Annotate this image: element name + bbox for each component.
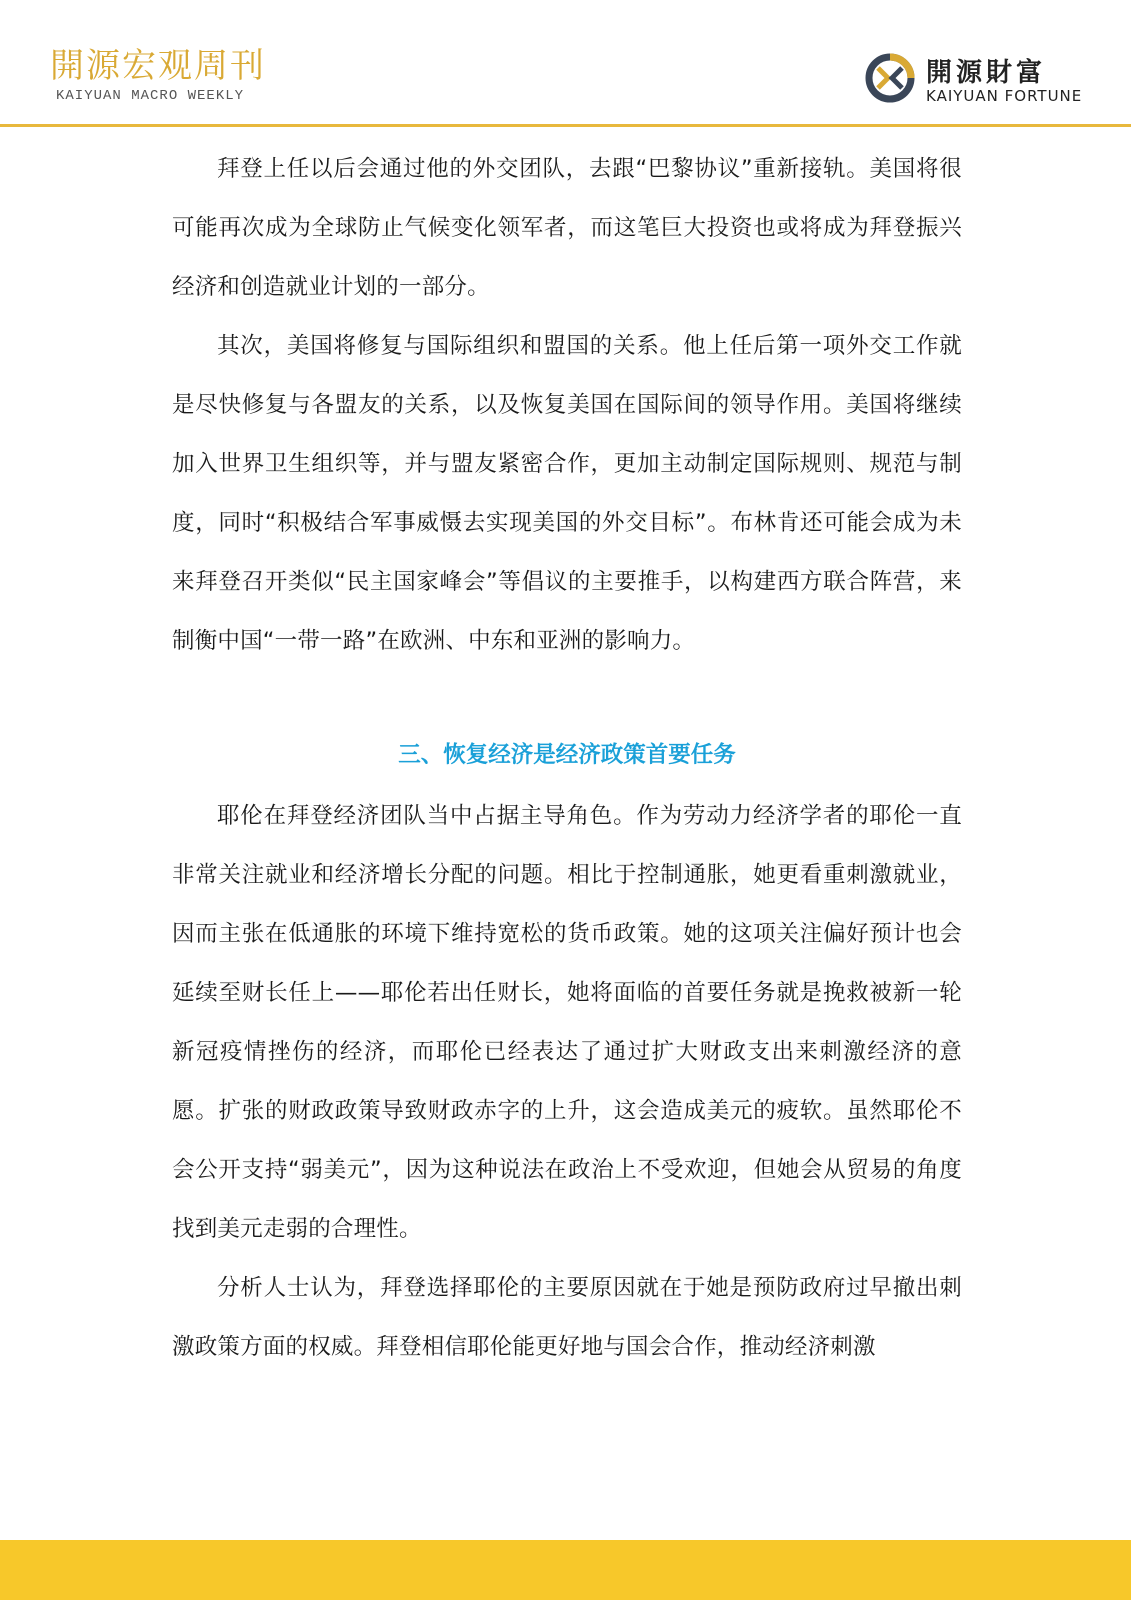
section-heading: 三、恢复经济是经济政策首要任务 bbox=[398, 742, 736, 768]
article-body bbox=[172, 140, 962, 1377]
logo-name-en: KAIYUAN FORTUNE bbox=[926, 87, 1083, 105]
paragraph-alliances: 其次，美国将修复与国际组织和盟国的关系。他上任后第一项外交工作就是尽快修复与各盟友的关系，以及恢复美国在国际间的领导作用。美国将继续加入世界卫生组织等，并与盟友紧密合作，更加主动制定国际规则、规范与制度，同时“积极结合军事威慑去实现美国的外交目标”。布林肯还可能会成为未来拜登召开类似“民主国家峰会”等倡议的主要推手，以构建西方联合阵营，来制衡中国“一带一路”在欧洲、中东和亚洲的影响力。 bbox=[172, 333, 962, 654]
header-divider bbox=[0, 124, 1131, 127]
publication-subtitle: KAIYUAN MACRO WEEKLY bbox=[56, 88, 245, 104]
paragraph-yellen-role: 耶伦在拜登经济团队当中占据主导角色。作为劳动力经济学者的耶伦一直非常关注就业和经济增长分配的问题。相比于控制通胀，她更看重刺激就业，因而主张在低通胀的环境下维持宽松的货币政策。她的这项关注偏好预计也会延续至财长任上——耶伦若出任财长，她将面临的首要任务就是挽救被新一轮新冠疫情挫伤的经济，而耶伦已经表达了通过扩大财政支出来刺激经济的意愿。扩张的财政政策导致财政赤字的上升，这会造成美元的疲软。虽然耶伦不会公开支持“弱美元”，因为这种说法在政治上不受欢迎，但她会从贸易的角度找到美元走弱的合理性。 bbox=[172, 803, 962, 1242]
kaiyuan-logo-icon bbox=[864, 52, 916, 104]
logo-name-cn: 開源財富 bbox=[926, 58, 1047, 88]
footer-bar bbox=[0, 1540, 1131, 1600]
publication-title: 開源宏观周刊 bbox=[50, 46, 266, 86]
page-header bbox=[0, 0, 1131, 128]
paragraph-analysts: 分析人士认为，拜登选择耶伦的主要原因就在于她是预防政府过早撤出刺激政策方面的权威。拜登相信耶伦能更好地与国会合作，推动经济刺激 bbox=[172, 1275, 962, 1360]
company-logo bbox=[864, 52, 1089, 106]
paragraph-paris-agreement: 拜登上任以后会通过他的外交团队，去跟“巴黎协议”重新接轨。美国将很可能再次成为全球防止气候变化领军者，而这笔巨大投资也或将成为拜登振兴经济和创造就业计划的一部分。 bbox=[172, 156, 962, 300]
